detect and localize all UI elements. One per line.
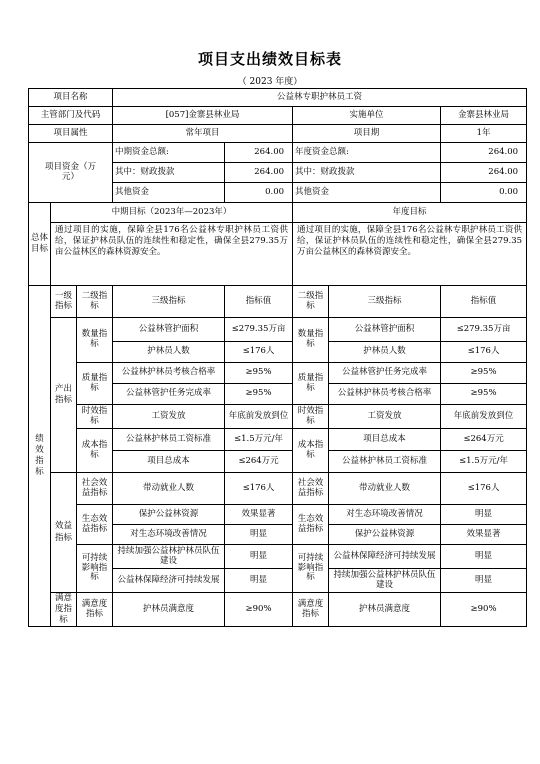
sustain-label: 可持续影响指标 [77,545,113,593]
goals-label: 总体目标 [29,203,51,286]
mid-value: 年底前发放到位 [225,405,293,429]
year-indicator: 公益林管护任务完成率 [329,363,441,384]
year-indicator: 对生态环境改善情况 [329,505,441,525]
year-level3-header: 三级指标 [329,286,441,318]
mid-value: ≤279.35万亩 [225,318,293,342]
mid-indicator: 公益林护林员考核合格率 [113,363,225,384]
year-value: 年底前发放到位 [441,405,527,429]
attr-value: 常年项目 [113,125,293,143]
level2-header: 二级指标 [77,286,113,318]
impl-unit-value: 金寨县林业局 [441,107,527,125]
year-other-label: 其他资金 [293,183,441,203]
year-fiscal-value: 264.00 [441,163,527,183]
mid-indicator: 护林员人数 [113,342,225,363]
mid-total-value: 264.00 [225,143,293,163]
year-quantity-label: 数量指标 [293,318,329,363]
indicators-label: 绩效指标 [29,286,51,627]
attr-label: 项目属性 [29,125,113,143]
mid-indicator: 保护公益林资源 [113,505,225,525]
year-value: ≤279.35万亩 [441,318,527,342]
period-label: 项目期 [293,125,441,143]
mid-value: ≤1.5万元/年 [225,429,293,451]
mid-value: ≤264万元 [225,451,293,473]
year-quality-label: 质量指标 [293,363,329,405]
satis-level2-label: 满意度指标 [77,593,113,627]
year-value: ≤1.5万元/年 [441,451,527,473]
year-social-label: 社会效益指标 [293,473,329,505]
performance-table [28,88,527,627]
dept-label: 主管部门及代码 [29,107,113,125]
mid-indicator: 工资发放 [113,405,225,429]
year-goal-header: 年度目标 [293,203,527,223]
year-sustain-label: 可持续影响指标 [293,545,329,593]
year-value: 明显 [441,545,527,569]
year-value: 效果显著 [441,525,527,545]
social-label: 社会效益指标 [77,473,113,505]
year-indicator: 护林员人数 [329,342,441,363]
mid-goal-header: 中期目标（2023年—2023年） [51,203,293,223]
year-line: （ 2023 年度） [237,77,303,87]
year-timeliness-label: 时效指标 [293,405,329,429]
year-indicator: 持续加强公益林护林员队伍建设 [329,569,441,593]
timeliness-label: 时效指标 [77,405,113,429]
page-title: 项目支出绩效目标表 [197,50,342,68]
project-name-label: 项目名称 [29,89,113,107]
year-value: 明显 [441,505,527,525]
mid-value: ≤176人 [225,342,293,363]
year-value: ≥95% [441,363,527,384]
funds-label: 项目资金（万元） [29,143,113,203]
year-value: ≤176人 [441,342,527,363]
mid-other-label: 其他资金 [113,183,225,203]
year-total-label: 年度资金总额: [293,143,441,163]
mid-value: ≥95% [225,363,293,384]
year-value: ≥95% [441,384,527,405]
satisfaction-label: 满意度指标 [51,593,77,627]
mid-indicator: 公益林护林员工资标准 [113,429,225,451]
benefit-label: 效益指标 [51,473,77,593]
year-indicator: 工资发放 [329,405,441,429]
mid-indicator: 带动就业人数 [113,473,225,505]
mid-indicator: 公益林保障经济可持续发展 [113,569,225,593]
mid-other-value: 0.00 [225,183,293,203]
mid-total-label: 中期资金总额: [113,143,225,163]
year-indicator: 项目总成本 [329,429,441,451]
period-value: 1年 [441,125,527,143]
year-level2-header: 二级指标 [293,286,329,318]
year-value: ≤176人 [441,473,527,505]
value-header: 指标值 [225,286,293,318]
mid-value: 明显 [225,525,293,545]
level1-header: 一级指标 [51,286,77,318]
mid-value: ≤176人 [225,473,293,505]
mid-value: ≥90% [225,593,293,627]
mid-indicator: 对生态环境改善情况 [113,525,225,545]
year-value: 明显 [441,569,527,593]
mid-value: 效果显著 [225,505,293,525]
year-satis-level2-label: 满意度指标 [293,593,329,627]
mid-fiscal-label: 其中：财政拨款 [113,163,225,183]
project-name: 公益林专职护林员工资 [113,89,527,107]
year-value-header: 指标值 [441,286,527,318]
year-indicator: 公益林护林员工资标准 [329,451,441,473]
year-goal-text: 通过项目的实施，保障全县176名公益林专职护林员工资供给，保证护林员队伍的连续性和稳定性，确保全县279.35万亩公益林区的森林资源安全。 [293,223,527,286]
year-value: ≥90% [441,593,527,627]
year-indicator: 公益林护林员考核合格率 [329,384,441,405]
level3-header: 三级指标 [113,286,225,318]
year-eco-label: 生态效益指标 [293,505,329,545]
impl-unit-label: 实施单位 [293,107,441,125]
mid-goal-text: 通过项目的实施，保障全县176名公益林专职护林员工资供给，保证护林员队伍的连续性和稳定性，确保全县279.35万亩公益林区的森林资源安全。 [51,223,293,286]
quantity-label: 数量指标 [77,318,113,363]
eco-label: 生态效益指标 [77,505,113,545]
year-indicator: 保护公益林资源 [329,525,441,545]
mid-indicator: 持续加强公益林护林员队伍建设 [113,545,225,569]
year-value: ≤264万元 [441,429,527,451]
mid-indicator: 公益林管护任务完成率 [113,384,225,405]
quality-label: 质量指标 [77,363,113,405]
year-total-value: 264.00 [441,143,527,163]
year-indicator: 带动就业人数 [329,473,441,505]
mid-fiscal-value: 264.00 [225,163,293,183]
mid-indicator: 护林员满意度 [113,593,225,627]
mid-value: 明显 [225,569,293,593]
year-fiscal-label: 其中：财政拨款 [293,163,441,183]
dept-value: [057]金寨县林业局 [113,107,293,125]
year-indicator: 护林员满意度 [329,593,441,627]
cost-label: 成本指标 [77,429,113,473]
mid-indicator: 公益林管护面积 [113,318,225,342]
mid-indicator: 项目总成本 [113,451,225,473]
year-indicator: 公益林保障经济可持续发展 [329,545,441,569]
output-label: 产出指标 [51,318,77,473]
mid-value: 明显 [225,545,293,569]
year-cost-label: 成本指标 [293,429,329,473]
year-indicator: 公益林管护面积 [329,318,441,342]
mid-value: ≥95% [225,384,293,405]
year-other-value: 0.00 [441,183,527,203]
